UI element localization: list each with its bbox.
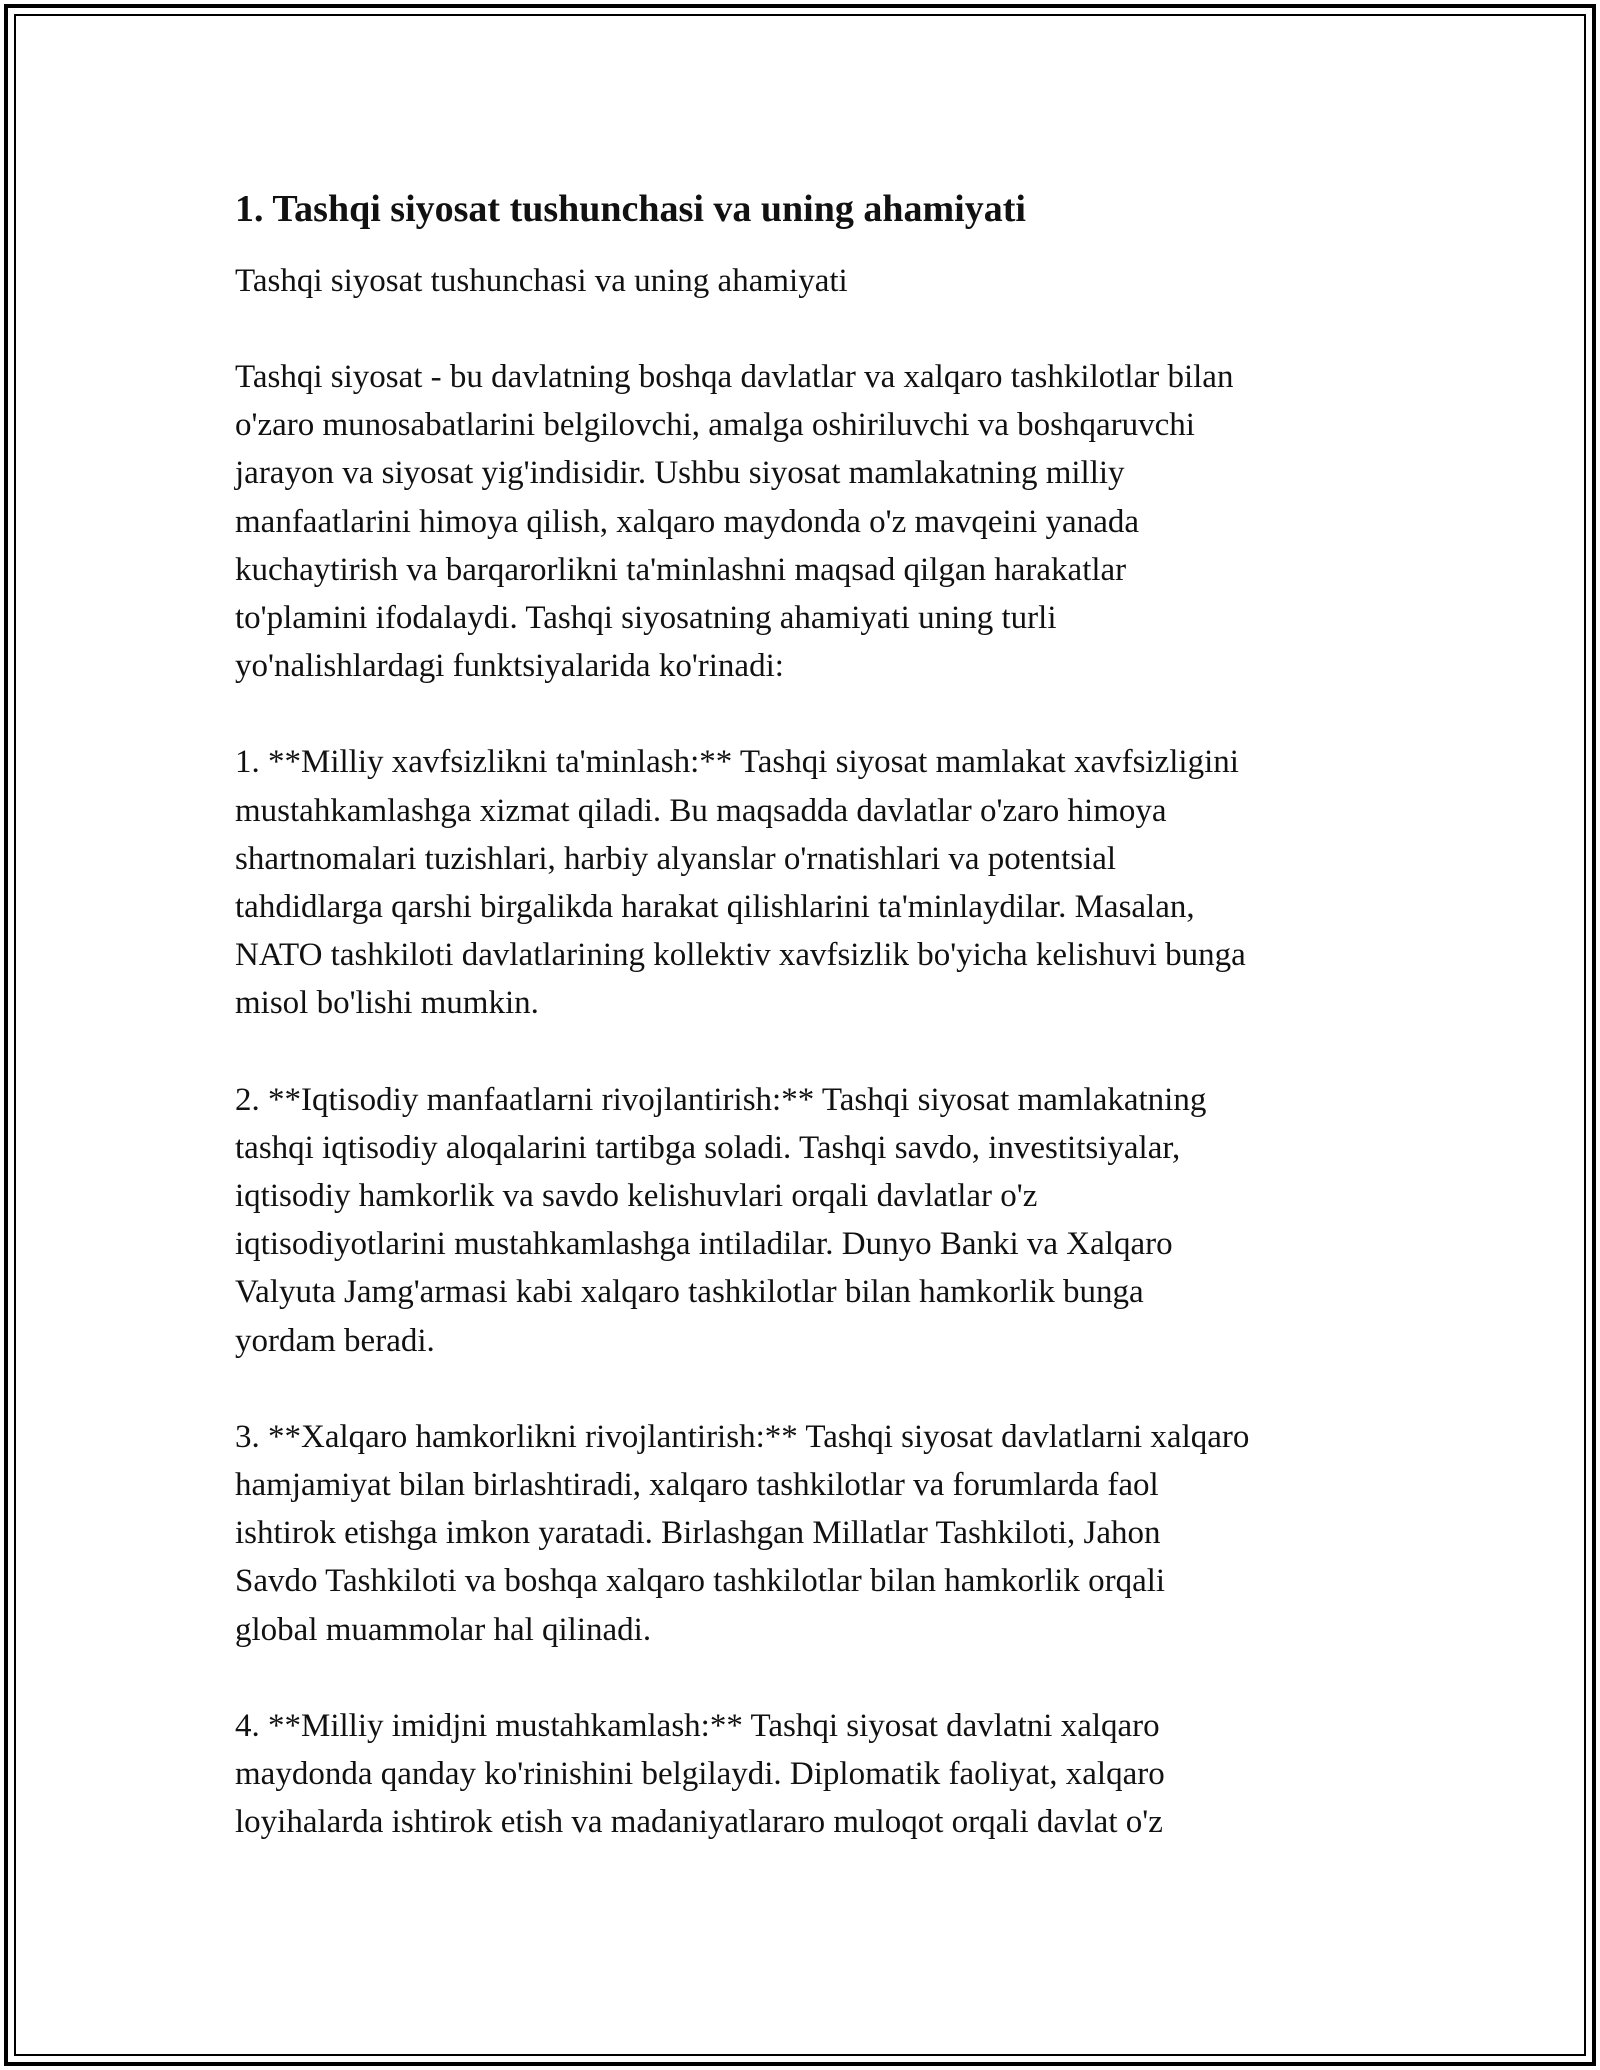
- paragraph-item-4: [235, 1702, 1395, 1847]
- text-line: Valyuta Jamg'armasi kabi xalqaro tashkilotlar bilan hamkorlik bunga: [235, 1274, 1144, 1311]
- text-line: Savdo Tashkiloti va boshqa xalqaro tashkilotlar bilan hamkorlik orqali: [235, 1563, 1166, 1600]
- section-heading: 1. Tashqi siyosat tushunchasi va uning ahamiyati: [235, 188, 1026, 230]
- text-line: yordam beradi.: [235, 1322, 435, 1359]
- paragraph-item-2: [235, 1076, 1395, 1365]
- text-line: to'plamini ifodalaydi. Tashqi siyosatning ahamiyati uning turli: [235, 600, 1057, 637]
- text-line: NATO tashkiloti davlatlarining kollektiv xavfsizlik bo'yicha kelishuvi bunga: [235, 937, 1246, 974]
- text-line: loyihalarda ishtirok etish va madaniyatlararo muloqot orqali davlat o'z: [235, 1804, 1163, 1841]
- text-line: ishtirok etishga imkon yaratadi. Birlashgan Millatlar Tashkiloti, Jahon: [235, 1515, 1161, 1552]
- text-line: hamjamiyat bilan birlashtiradi, xalqaro tashkilotlar va forumlarda faol: [235, 1467, 1159, 1504]
- text-line: kuchaytirish va barqarorlikni ta'minlashni maqsad qilgan harakatlar: [235, 551, 1127, 588]
- text-line: misol bo'lishi mumkin.: [235, 985, 539, 1022]
- text-line: tashqi iqtisodiy aloqalarini tartibga soladi. Tashqi savdo, investitsiyalar,: [235, 1129, 1181, 1166]
- text-line: maydonda qanday ko'rinishini belgilaydi. Diplomatik faoliyat, xalqaro: [235, 1756, 1165, 1793]
- text-line: shartnomalari tuzishlari, harbiy alyanslar o'rnatishlari va potentsial: [235, 840, 1117, 877]
- paragraph-intro: [235, 353, 1395, 690]
- text-line: 1. **Milliy xavfsizlikni ta'minlash:** Tashqi siyosat mamlakat xavfsizligini: [235, 744, 1239, 781]
- text-line: iqtisodiyotlarini mustahkamlashga intiladilar. Dunyo Banki va Xalqaro: [235, 1226, 1173, 1263]
- text-line: jarayon va siyosat yig'indisidir. Ushbu siyosat mamlakatning milliy: [235, 455, 1125, 492]
- text-line: tahdidlarga qarshi birgalikda harakat qilishlarini ta'minlaydilar. Masalan,: [235, 889, 1195, 926]
- text-line: mustahkamlashga xizmat qiladi. Bu maqsadda davlatlar o'zaro himoya: [235, 792, 1167, 829]
- text-line: yo'nalishlardagi funktsiyalarida ko'rinadi:: [235, 648, 784, 685]
- text-line: 4. **Milliy imidjni mustahkamlash:** Tashqi siyosat davlatni xalqaro: [235, 1707, 1160, 1744]
- text-line: iqtisodiy hamkorlik va savdo kelishuvlari orqali davlatlar o'z: [235, 1178, 1038, 1215]
- paragraph-item-1: [235, 738, 1395, 1027]
- paragraph-item-3: [235, 1413, 1395, 1654]
- text-line: 3. **Xalqaro hamkorlikni rivojlantirish:** Tashqi siyosat davlatlarni xalqaro: [235, 1418, 1250, 1455]
- section-subtitle: Tashqi siyosat tushunchasi va uning ahamiyati: [235, 263, 848, 299]
- text-line: Tashqi siyosat - bu davlatning boshqa davlatlar va xalqaro tashkilotlar bilan: [235, 359, 1234, 395]
- text-line: 2. **Iqtisodiy manfaatlarni rivojlantirish:** Tashqi siyosat mamlakatning: [235, 1081, 1207, 1118]
- text-line: manfaatlarini himoya qilish, xalqaro maydonda o'z mavqeini yanada: [235, 503, 1139, 540]
- text-line: o'zaro munosabatlarini belgilovchi, amalga oshiriluvchi va boshqaruvchi: [235, 407, 1195, 444]
- text-line: global muammolar hal qilinadi.: [235, 1611, 652, 1648]
- document-body: [235, 185, 1395, 1894]
